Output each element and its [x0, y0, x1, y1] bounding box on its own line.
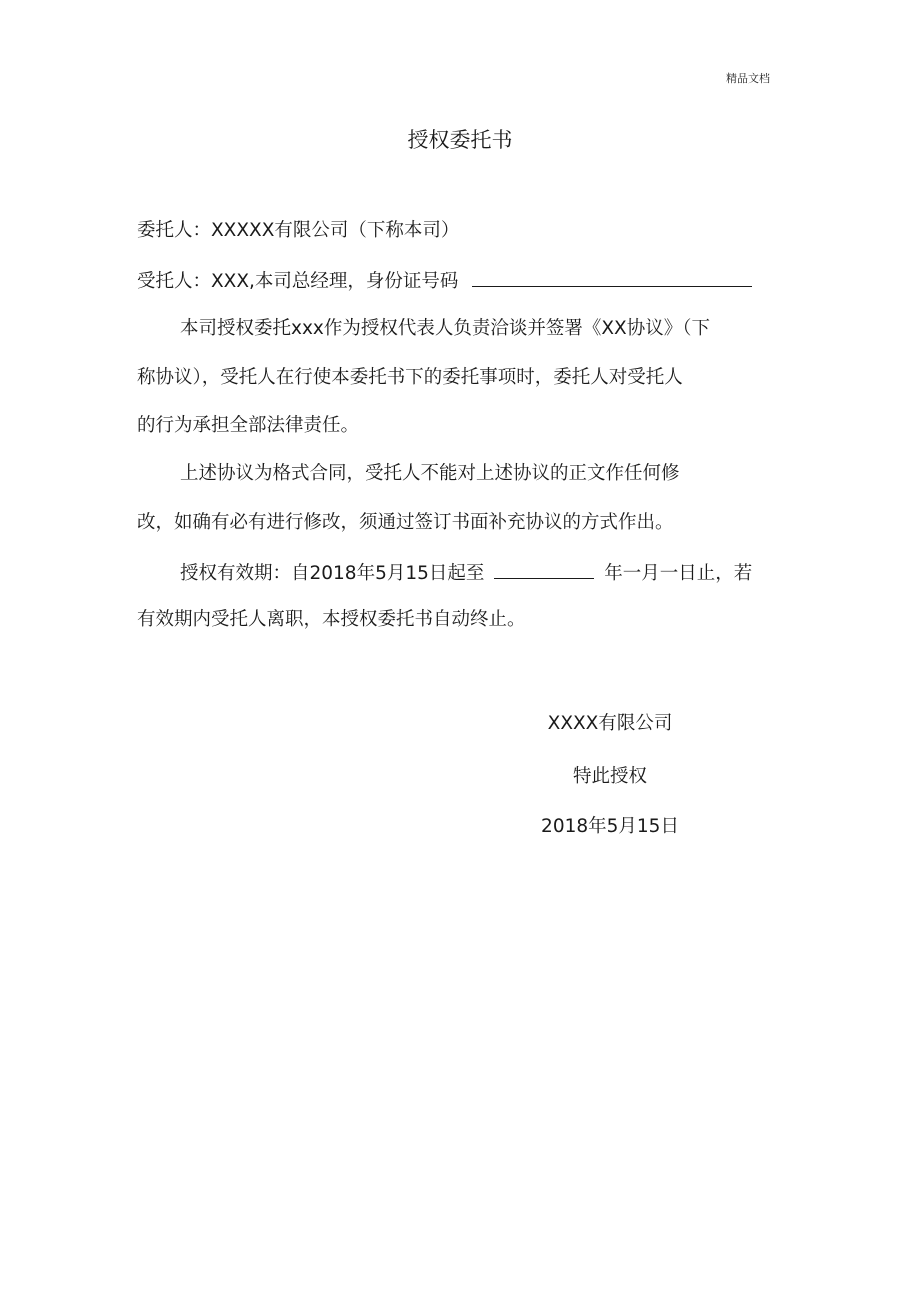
para3-line1 [180, 560, 752, 586]
document-title: 授权委托书 [407, 128, 513, 152]
para1-line1: 本司授权委托xxx作为授权代表人负责洽谈并签署《XX协议》（下 [180, 318, 710, 339]
validity-prefix: 授权有效期：自2018年5月15日起至 [180, 563, 485, 584]
para1-line2: 称协议），受托人在行使本委托书下的委托事项时，委托人对受托人 [137, 367, 683, 388]
validity-suffix: 年一月一日止，若 [604, 563, 753, 584]
agent-line-text: 受托人：XXX,本司总经理，身份证号码 [137, 271, 459, 292]
para3-line2: 有效期内受托人离职，本授权委托书自动终止。 [137, 609, 526, 630]
signature-statement: 特此授权 [572, 766, 647, 787]
signature-company: XXXX有限公司 [547, 713, 673, 734]
para2-line2: 改，如确有必有进行修改，须通过签订书面补充协议的方式作出。 [137, 512, 674, 533]
agent-line [137, 268, 752, 294]
end-year-blank [494, 560, 594, 579]
signature-date: 2018年5月15日 [541, 816, 679, 837]
para1-line3: 的行为承担全部法律责任。 [137, 415, 360, 436]
principal-line: 委托人：XXXXX有限公司（下称本司） [137, 220, 460, 241]
id-number-blank [472, 268, 752, 287]
watermark-label: 精品文档 [726, 72, 770, 85]
para2-line1: 上述协议为格式合同，受托人不能对上述协议的正文作任何修 [180, 463, 680, 484]
